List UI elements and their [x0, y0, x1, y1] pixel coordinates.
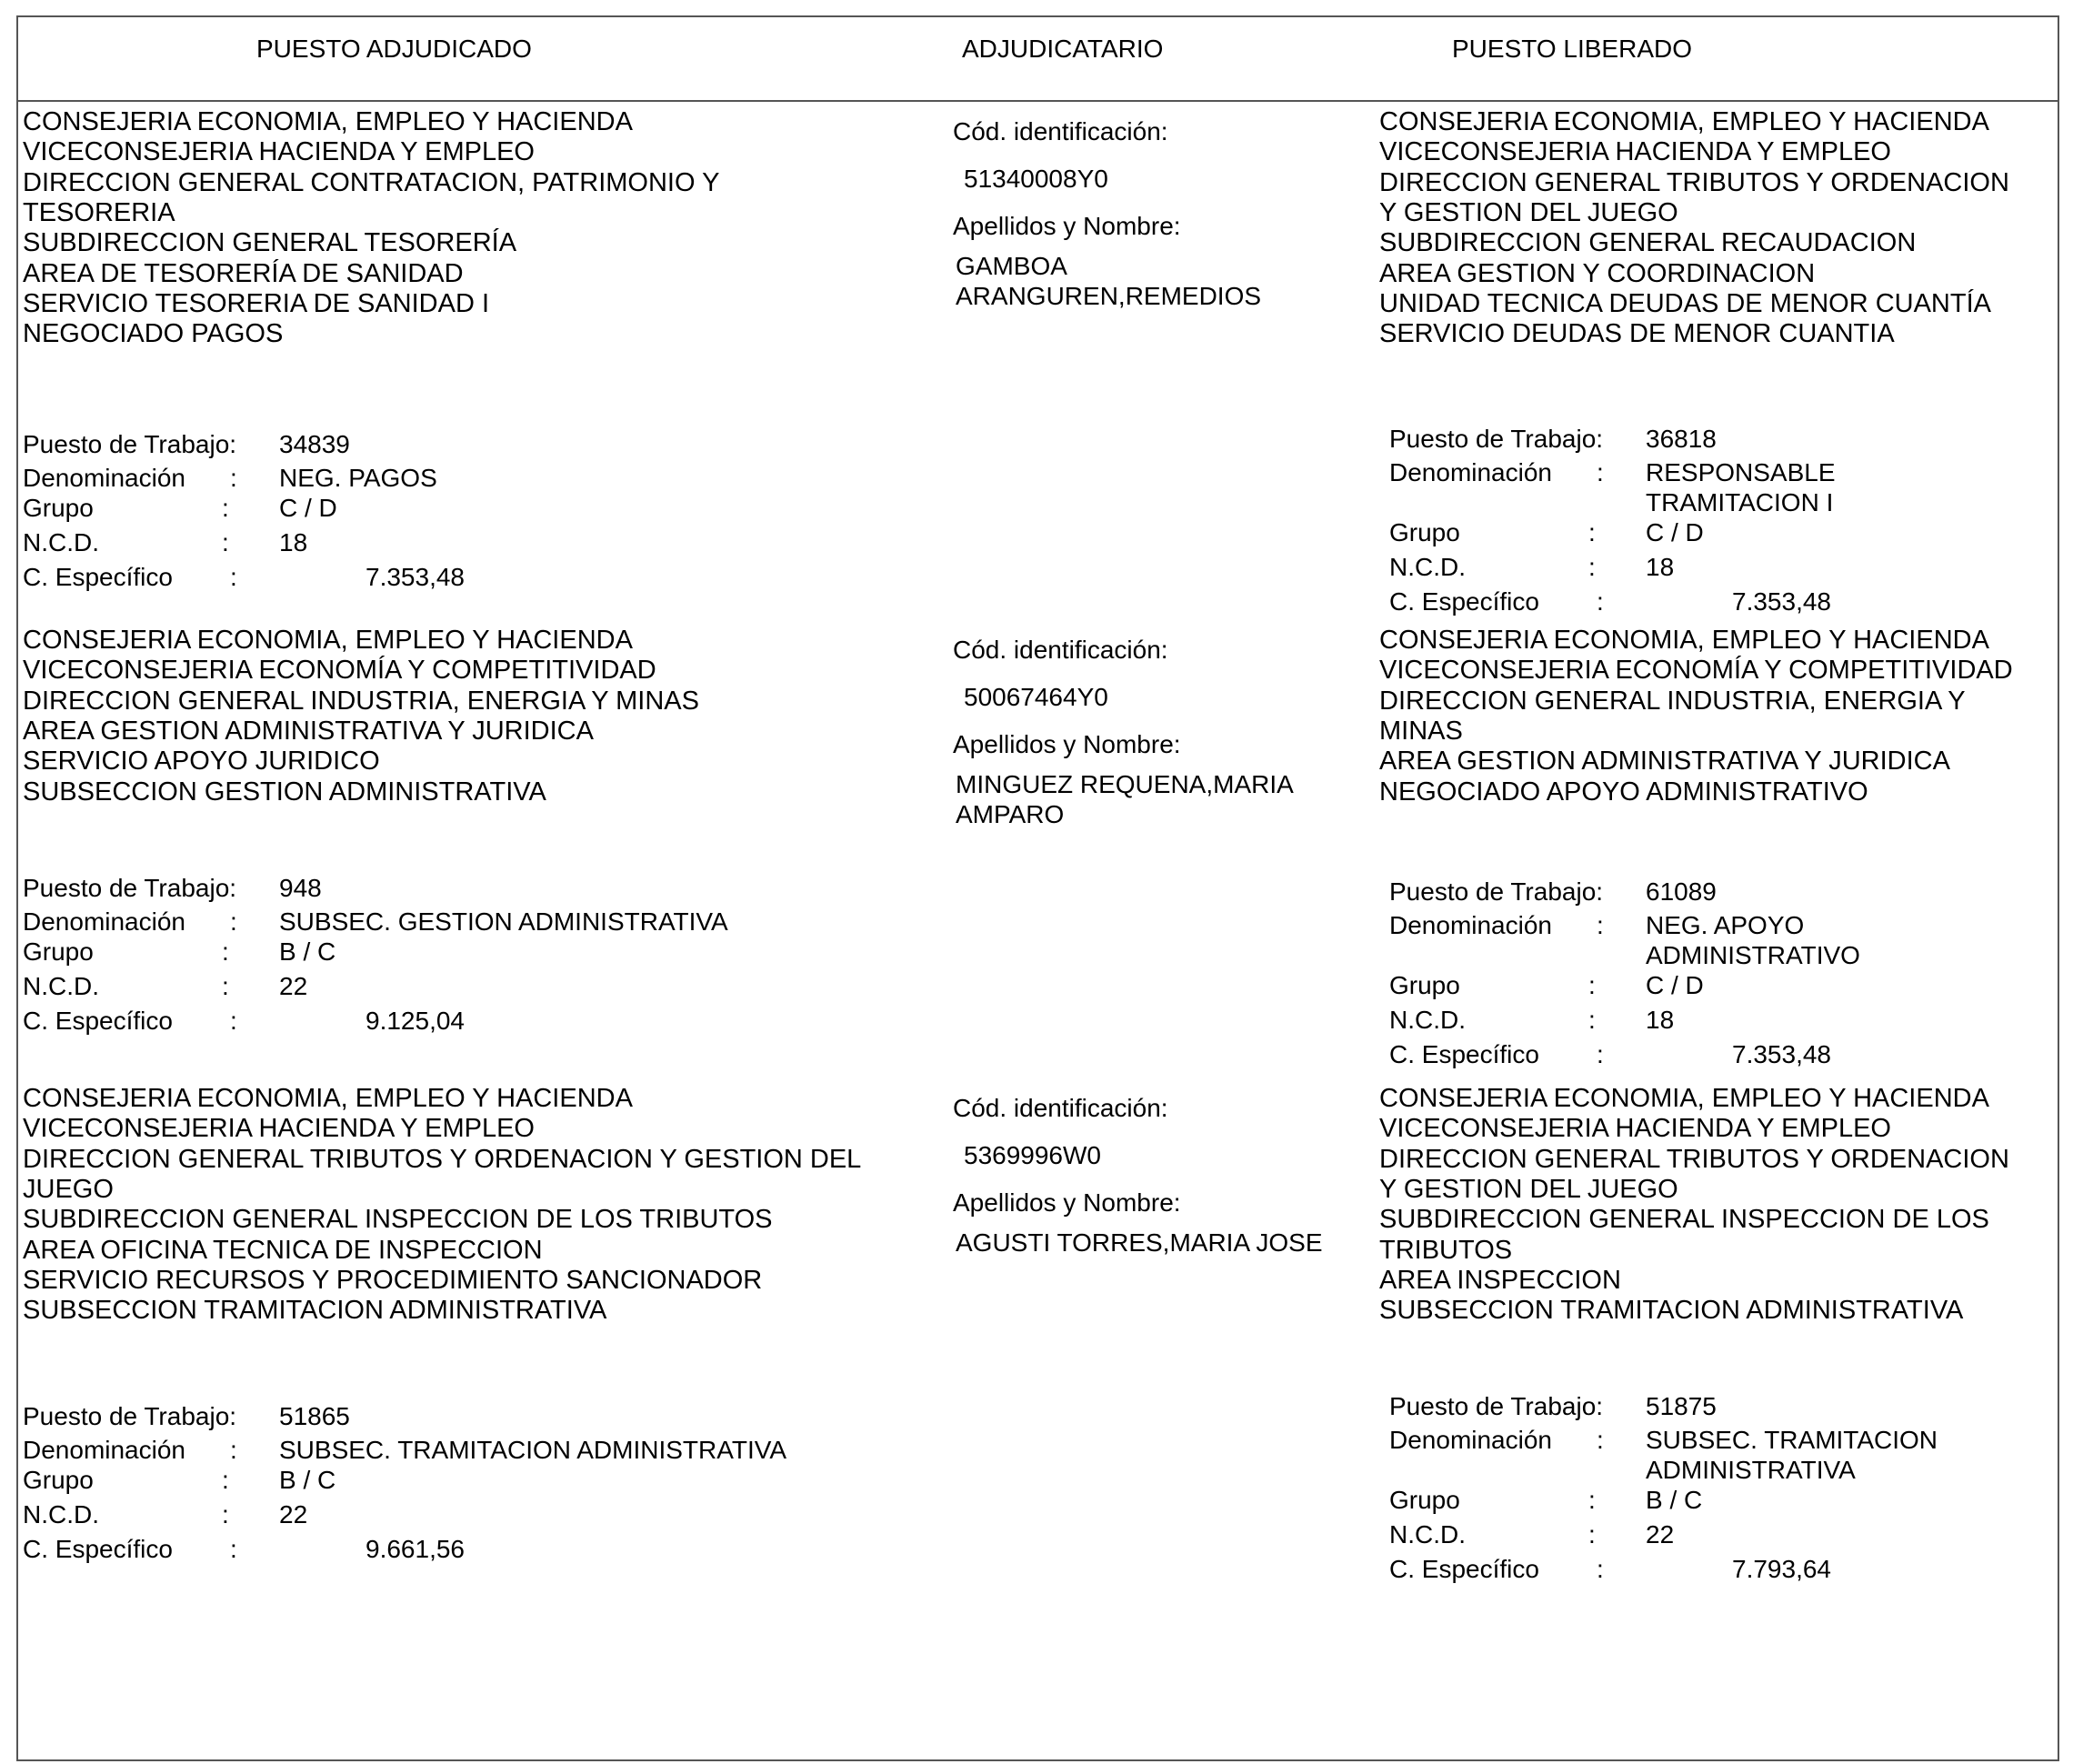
liberado-grupo-colon: :	[1588, 518, 1596, 546]
adjudicado-org-line: VICECONSEJERIA HACIENDA Y EMPLEO	[23, 1114, 535, 1144]
liberado-org-line: AREA GESTION ADMINISTRATIVA Y JURIDICA	[1379, 747, 1950, 777]
adjudicado-puesto-label: Puesto de Trabajo:	[23, 874, 237, 902]
adjudicado-org-line: VICECONSEJERIA ECONOMÍA Y COMPETITIVIDAD	[23, 656, 656, 686]
adjudicado-denominacion-value: SUBSEC. TRAMITACION ADMINISTRATIVA	[279, 1436, 786, 1464]
apellidos-nombre-label: Apellidos y Nombre:	[953, 1188, 1181, 1217]
adjudicado-org-line: CONSEJERIA ECONOMIA, EMPLEO Y HACIENDA	[23, 626, 633, 655]
adjudicado-grupo-value: B / C	[279, 937, 336, 966]
liberado-denominacion-value: ADMINISTRATIVA	[1646, 1456, 1856, 1484]
liberado-puesto-label: Puesto de Trabajo:	[1389, 1392, 1604, 1420]
adjudicado-ncd-colon: :	[222, 528, 229, 556]
adjudicado-denominacion-value: NEG. PAGOS	[279, 464, 437, 492]
adjudicado-org-line: SUBSECCION GESTION ADMINISTRATIVA	[23, 777, 546, 807]
adjudicado-ncd-value: 22	[279, 1500, 308, 1528]
adjudicado-ncd-label: N.C.D.	[23, 1500, 99, 1528]
liberado-especifico-value: 7.353,48	[1732, 587, 1831, 616]
adjudicado-denominacion-label: Denominación	[23, 464, 185, 492]
header-divider	[16, 100, 2059, 102]
cod-identificacion-label: Cód. identificación:	[953, 1094, 1168, 1122]
liberado-org-line: DIRECCION GENERAL TRIBUTOS Y ORDENACION	[1379, 1144, 2009, 1174]
adjudicado-denominacion-colon: :	[230, 464, 237, 492]
liberado-denominacion-value: SUBSEC. TRAMITACION	[1646, 1426, 1938, 1454]
cod-identificacion-value: 51340008Y0	[964, 165, 1108, 193]
apellidos-nombre-value: AMPARO	[956, 800, 1065, 828]
adjudicado-especifico-value: 9.661,56	[366, 1535, 465, 1563]
liberado-org-line: CONSEJERIA ECONOMIA, EMPLEO Y HACIENDA	[1379, 1084, 1989, 1113]
liberado-org-line: SUBDIRECCION GENERAL INSPECCION DE LOS	[1379, 1205, 1989, 1235]
adjudicado-denominacion-colon: :	[230, 907, 237, 936]
adjudicado-especifico-colon: :	[230, 1535, 237, 1563]
adjudicado-org-line: DIRECCION GENERAL TRIBUTOS Y ORDENACION Y GESTION DEL	[23, 1144, 862, 1174]
adjudicado-ncd-value: 22	[279, 972, 308, 1000]
liberado-ncd-value: 18	[1646, 553, 1675, 581]
liberado-org-line: Y GESTION DEL JUEGO	[1379, 197, 1678, 227]
adjudicado-denominacion-label: Denominación	[23, 1436, 185, 1464]
liberado-especifico-value: 7.793,64	[1732, 1555, 1831, 1583]
adjudicado-denominacion-label: Denominación	[23, 907, 185, 936]
cod-identificacion-label: Cód. identificación:	[953, 117, 1168, 145]
adjudicado-org-line: AREA GESTION ADMINISTRATIVA Y JURIDICA	[23, 716, 594, 746]
liberado-ncd-value: 18	[1646, 1006, 1675, 1034]
liberado-puesto-label: Puesto de Trabajo:	[1389, 877, 1604, 906]
adjudicado-denominacion-value: SUBSEC. GESTION ADMINISTRATIVA	[279, 907, 728, 936]
liberado-ncd-colon: :	[1588, 1006, 1596, 1034]
adjudicado-org-line: DIRECCION GENERAL INDUSTRIA, ENERGIA Y MINAS	[23, 686, 699, 716]
adjudicado-org-line: SUBDIRECCION GENERAL TESORERÍA	[23, 228, 517, 258]
liberado-org-line: Y GESTION DEL JUEGO	[1379, 1174, 1678, 1204]
adjudicado-ncd-colon: :	[222, 1500, 229, 1528]
liberado-ncd-label: N.C.D.	[1389, 553, 1466, 581]
adjudicado-especifico-label: C. Específico	[23, 1007, 173, 1035]
adjudicado-especifico-label: C. Específico	[23, 1535, 173, 1563]
liberado-denominacion-colon: :	[1597, 911, 1604, 939]
cod-identificacion-value: 50067464Y0	[964, 683, 1108, 711]
liberado-org-line: CONSEJERIA ECONOMIA, EMPLEO Y HACIENDA	[1379, 626, 1989, 655]
adjudicado-especifico-colon: :	[230, 1007, 237, 1035]
adjudicado-especifico-label: C. Específico	[23, 563, 173, 591]
adjudicado-especifico-value: 7.353,48	[366, 563, 465, 591]
liberado-puesto-value: 61089	[1646, 877, 1717, 906]
adjudicado-grupo-label: Grupo	[23, 1466, 94, 1494]
liberado-denominacion-label: Denominación	[1389, 1426, 1552, 1454]
liberado-ncd-value: 22	[1646, 1520, 1675, 1549]
adjudicado-puesto-label: Puesto de Trabajo:	[23, 1402, 237, 1430]
liberado-org-line: SUBSECCION TRAMITACION ADMINISTRATIVA	[1379, 1296, 1964, 1326]
adjudicado-especifico-colon: :	[230, 563, 237, 591]
adjudicado-puesto-value: 34839	[279, 430, 350, 458]
liberado-especifico-colon: :	[1597, 587, 1604, 616]
liberado-denominacion-value: RESPONSABLE	[1646, 458, 1836, 486]
liberado-especifico-label: C. Específico	[1389, 1555, 1539, 1583]
adjudicado-org-line: TESORERIA	[23, 197, 175, 227]
liberado-ncd-label: N.C.D.	[1389, 1520, 1466, 1549]
liberado-especifico-label: C. Específico	[1389, 587, 1539, 616]
liberado-grupo-label: Grupo	[1389, 518, 1460, 546]
liberado-org-line: TRIBUTOS	[1379, 1235, 1513, 1265]
adjudicado-org-line: SUBDIRECCION GENERAL INSPECCION DE LOS TRIBUTOS	[23, 1205, 773, 1235]
liberado-especifico-value: 7.353,48	[1732, 1040, 1831, 1068]
header-puesto-liberado: PUESTO LIBERADO	[1452, 35, 1693, 63]
header-puesto-adjudicado: PUESTO ADJUDICADO	[256, 35, 532, 63]
liberado-org-line: DIRECCION GENERAL TRIBUTOS Y ORDENACION	[1379, 167, 2009, 197]
liberado-grupo-colon: :	[1588, 971, 1596, 999]
liberado-ncd-colon: :	[1588, 553, 1596, 581]
adjudicado-ncd-label: N.C.D.	[23, 528, 99, 556]
liberado-org-line: SERVICIO DEUDAS DE MENOR CUANTIA	[1379, 319, 1895, 349]
liberado-org-line: SUBDIRECCION GENERAL RECAUDACION	[1379, 228, 1917, 258]
liberado-puesto-value: 36818	[1646, 425, 1717, 453]
liberado-ncd-colon: :	[1588, 1520, 1596, 1549]
adjudicado-grupo-label: Grupo	[23, 937, 94, 966]
liberado-org-line: AREA INSPECCION	[1379, 1265, 1621, 1295]
adjudicado-grupo-value: C / D	[279, 494, 337, 522]
liberado-org-line: MINAS	[1379, 716, 1463, 746]
adjudicado-org-line: SERVICIO TESORERIA DE SANIDAD I	[23, 288, 490, 318]
liberado-org-line: CONSEJERIA ECONOMIA, EMPLEO Y HACIENDA	[1379, 107, 1989, 136]
adjudicado-grupo-label: Grupo	[23, 494, 94, 522]
liberado-ncd-label: N.C.D.	[1389, 1006, 1466, 1034]
adjudicado-org-line: SERVICIO APOYO JURIDICO	[23, 747, 380, 777]
liberado-puesto-label: Puesto de Trabajo:	[1389, 425, 1604, 453]
adjudicado-org-line: CONSEJERIA ECONOMIA, EMPLEO Y HACIENDA	[23, 1084, 633, 1113]
adjudicado-puesto-value: 948	[279, 874, 322, 902]
cod-identificacion-label: Cód. identificación:	[953, 636, 1168, 664]
adjudicado-ncd-colon: :	[222, 972, 229, 1000]
adjudicado-org-line: AREA OFICINA TECNICA DE INSPECCION	[23, 1235, 543, 1265]
liberado-puesto-value: 51875	[1646, 1392, 1717, 1420]
adjudicado-org-line: SUBSECCION TRAMITACION ADMINISTRATIVA	[23, 1296, 607, 1326]
adjudicado-especifico-value: 9.125,04	[366, 1007, 465, 1035]
liberado-org-line: AREA GESTION Y COORDINACION	[1379, 258, 1816, 288]
cod-identificacion-value: 5369996W0	[964, 1141, 1102, 1169]
liberado-denominacion-label: Denominación	[1389, 911, 1552, 939]
liberado-grupo-label: Grupo	[1389, 1486, 1460, 1514]
liberado-especifico-label: C. Específico	[1389, 1040, 1539, 1068]
apellidos-nombre-value: AGUSTI TORRES,MARIA JOSE	[956, 1228, 1323, 1257]
liberado-especifico-colon: :	[1597, 1555, 1604, 1583]
header-adjudicatario: ADJUDICATARIO	[962, 35, 1164, 63]
adjudicado-ncd-label: N.C.D.	[23, 972, 99, 1000]
adjudicado-org-line: AREA DE TESORERÍA DE SANIDAD	[23, 258, 464, 288]
adjudicado-ncd-value: 18	[279, 528, 308, 556]
adjudicado-grupo-value: B / C	[279, 1466, 336, 1494]
adjudicado-puesto-value: 51865	[279, 1402, 350, 1430]
liberado-denominacion-label: Denominación	[1389, 458, 1552, 486]
adjudicado-org-line: DIRECCION GENERAL CONTRATACION, PATRIMONIO Y	[23, 167, 720, 197]
apellidos-nombre-value: MINGUEZ REQUENA,MARIA	[956, 770, 1294, 798]
liberado-denominacion-value: TRAMITACION I	[1646, 488, 1834, 516]
adjudicado-org-line: SERVICIO RECURSOS Y PROCEDIMIENTO SANCIONADOR	[23, 1265, 763, 1295]
adjudicado-grupo-colon: :	[222, 494, 229, 522]
liberado-org-line: DIRECCION GENERAL INDUSTRIA, ENERGIA Y	[1379, 686, 1966, 716]
liberado-org-line: VICECONSEJERIA ECONOMÍA Y COMPETITIVIDAD	[1379, 656, 2013, 686]
adjudicado-org-line: NEGOCIADO PAGOS	[23, 319, 284, 349]
liberado-denominacion-value: ADMINISTRATIVO	[1646, 941, 1860, 969]
liberado-grupo-colon: :	[1588, 1486, 1596, 1514]
adjudicado-org-line: VICECONSEJERIA HACIENDA Y EMPLEO	[23, 137, 535, 167]
liberado-grupo-value: B / C	[1646, 1486, 1703, 1514]
liberado-denominacion-colon: :	[1597, 458, 1604, 486]
liberado-org-line: VICECONSEJERIA HACIENDA Y EMPLEO	[1379, 1114, 1891, 1144]
apellidos-nombre-label: Apellidos y Nombre:	[953, 730, 1181, 758]
liberado-grupo-value: C / D	[1646, 518, 1704, 546]
liberado-org-line: UNIDAD TECNICA DEUDAS DE MENOR CUANTÍA	[1379, 288, 1991, 318]
adjudicado-puesto-label: Puesto de Trabajo:	[23, 430, 237, 458]
adjudicado-grupo-colon: :	[222, 937, 229, 966]
liberado-denominacion-value: NEG. APOYO	[1646, 911, 1805, 939]
adjudicado-org-line: CONSEJERIA ECONOMIA, EMPLEO Y HACIENDA	[23, 107, 633, 136]
liberado-especifico-colon: :	[1597, 1040, 1604, 1068]
apellidos-nombre-value: ARANGUREN,REMEDIOS	[956, 282, 1262, 310]
liberado-org-line: VICECONSEJERIA HACIENDA Y EMPLEO	[1379, 137, 1891, 167]
adjudicado-denominacion-colon: :	[230, 1436, 237, 1464]
apellidos-nombre-label: Apellidos y Nombre:	[953, 212, 1181, 240]
liberado-denominacion-colon: :	[1597, 1426, 1604, 1454]
liberado-grupo-label: Grupo	[1389, 971, 1460, 999]
adjudicado-org-line: JUEGO	[23, 1174, 114, 1204]
liberado-grupo-value: C / D	[1646, 971, 1704, 999]
apellidos-nombre-value: GAMBOA	[956, 252, 1067, 280]
adjudicado-grupo-colon: :	[222, 1466, 229, 1494]
liberado-org-line: NEGOCIADO APOYO ADMINISTRATIVO	[1379, 777, 1868, 807]
